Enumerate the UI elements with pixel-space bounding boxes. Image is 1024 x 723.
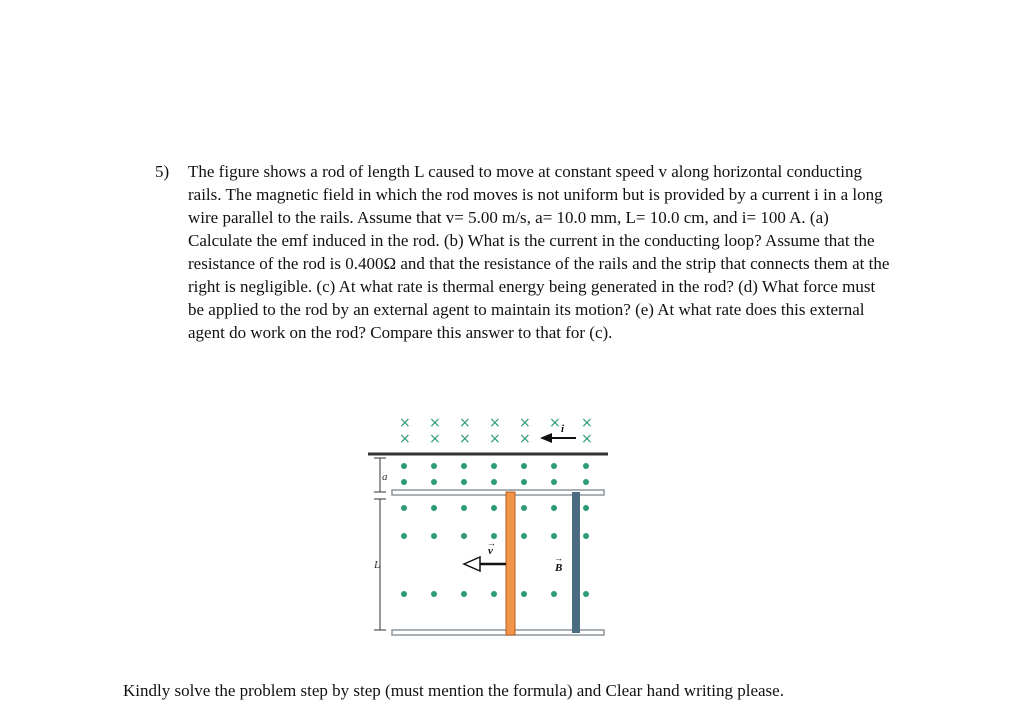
velocity-arrow-head [464, 557, 480, 571]
field-dot-mark [583, 505, 589, 511]
current-arrow-head [540, 433, 552, 443]
field-cross-mark: × [429, 415, 441, 431]
field-dot-mark [551, 533, 557, 539]
field-dot-mark [491, 463, 497, 469]
footer-instruction: Kindly solve the problem step by step (must mention the formula) and Clear hand writing please. [123, 681, 784, 700]
field-dot-mark [583, 479, 589, 485]
field-cross-mark: × [429, 431, 441, 447]
field-dot-mark [461, 533, 467, 539]
problem-number: 5) [155, 162, 170, 181]
field-dot-mark [461, 505, 467, 511]
a-label: a [382, 471, 388, 483]
field-dot-mark [401, 479, 407, 485]
field-dot-mark [583, 591, 589, 597]
field-dot-mark [551, 591, 557, 597]
field-dot-mark [431, 533, 437, 539]
B-vector-mark: → [554, 553, 563, 563]
moving-rod [506, 492, 515, 635]
field-dot-mark [521, 479, 527, 485]
field-dot-mark [401, 463, 407, 469]
field-dot-mark [521, 533, 527, 539]
field-cross-mark: × [459, 415, 471, 431]
field-dot-mark [401, 533, 407, 539]
v-label: v [488, 545, 493, 557]
field-dot-mark [461, 479, 467, 485]
field-dot-mark [431, 591, 437, 597]
L-label: L [374, 559, 381, 571]
field-dot-mark [401, 591, 407, 597]
field-dot-mark [401, 505, 407, 511]
field-dot-mark [521, 591, 527, 597]
problem-statement [155, 160, 895, 344]
field-cross-mark: × [519, 415, 531, 431]
rod-rails-figure [360, 408, 620, 648]
field-dot-mark [521, 463, 527, 469]
field-dot-mark [461, 591, 467, 597]
field-dot-mark [431, 505, 437, 511]
field-dot-mark [583, 463, 589, 469]
field-dot-mark [491, 505, 497, 511]
field-cross-mark: × [489, 431, 501, 447]
field-dot-mark [431, 479, 437, 485]
field-cross-mark: × [399, 415, 411, 431]
i-label: i [561, 423, 565, 435]
field-dot-mark [551, 505, 557, 511]
connecting-strip [572, 492, 580, 633]
field-dot-mark [551, 463, 557, 469]
field-cross-mark: × [581, 431, 593, 447]
field-cross-mark: × [581, 415, 593, 431]
field-dot-mark [491, 591, 497, 597]
figure-canvas [360, 408, 620, 648]
field-cross-mark: × [399, 431, 411, 447]
problem-text: The figure shows a rod of length L caused to move at constant speed v along horizontal conducting rails. The magnetic field in which the rod moves is not uniform but is provided by a current i in a long wire parallel to the rails. Assume that v= 5.00 m/s, a= 10.0 mm, L= 10.0 cm, and i= 100 A. (a) Calculate the emf induced in the rod. (b) What is the current in the conducting loop? Assume that the resistance of the rod is 0.400Ω and that the resistance of the rails and the strip that connects them at the right is negligible. (c) At what rate is thermal energy being generated in the rod? (d) What force must be applied to the rod by an external agent to maintain its motion? (e) At what rate does this external agent do work on the rod? Compare this answer to that for (c). [188, 162, 890, 342]
B-label: B [555, 562, 563, 574]
field-dot-mark [431, 463, 437, 469]
field-cross-mark: × [519, 431, 531, 447]
field-cross-mark: × [459, 431, 471, 447]
field-cross-mark: × [549, 415, 561, 431]
v-vector-mark: → [487, 538, 496, 548]
field-cross-mark: × [489, 415, 501, 431]
field-dot-mark [521, 505, 527, 511]
field-dot-mark [461, 463, 467, 469]
field-dot-mark [491, 479, 497, 485]
field-out-of-page-marks [401, 463, 589, 597]
field-dot-mark [551, 479, 557, 485]
field-dot-mark [583, 533, 589, 539]
